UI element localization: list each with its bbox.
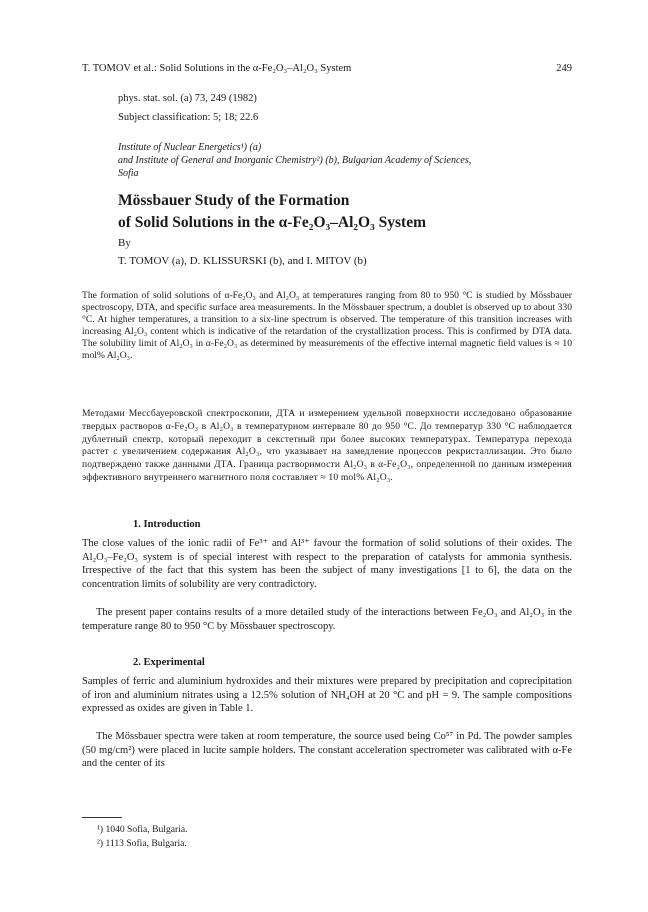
abstract-english: The formation of solid solutions of α-Fe₂O₃ and Al₂O₃ at temperatures ranging from 80 to 950 °C is studied by Mössbauer spectroscopy, DTA, and specific surface area measurements. In the Mössbauer spectrum, a doublet is observed up to about 330 °C. At higher temperatures, a transition to a six-line spectrum is observed. The temperature of this transition increases with increasing Al₂O₃ content which is indicative of the retardation of the crystallization process. This is confirmed by DTA data. The solubility limit of Al₂O₃ in α-Fe₂O₃ as determined by measurements of the effective internal magnetic field values is ≈ 10 mol% Al₂O₃. [82,290,572,362]
experimental-paragraph-1: Samples of ferric and aluminium hydroxides and their mixtures were prepared by precipitation and coprecipitation of iron and aluminium nitrates using a 12.5% solution of NH₄OH at 20 °C and pH = 9. The sample compositions expressed as oxides are given in Table 1. [82,676,572,715]
affiliation-line-1: Institute of Nuclear Energetics¹) (a) [118,142,262,153]
footnote-1: ¹) 1040 Sofia, Bulgaria. [97,824,188,835]
section-heading-experimental: 2. Experimental [133,657,205,668]
introduction-paragraph-1: The close values of the ionic radii of Fe³⁺ and Al³⁺ favour the formation of solid solutions of their oxides. The Al₂O₃–Fe₂O₃ system is of special interest with respect to the preparation of catalysts for ammonia synthesis. Irrespective of the fact that this system has been the subject of many investigations [1 to 6], the data on the concentration limits of solubility are very contradictory. [82,538,572,590]
footnote-rule [82,817,122,818]
paper-title [118,190,573,234]
running-head [82,63,572,74]
author-list: T. TOMOV (a), D. KLISSURSKI (b), and I. MITOV (b) [118,255,367,267]
subject-classification: Subject classification: 5; 18; 22.6 [118,112,259,123]
title-line-1: Mössbauer Study of the Formation [118,192,350,209]
footnote-2: ²) 1113 Sofia, Bulgaria. [97,838,187,849]
running-head-text: T. TOMOV et al.: Solid Solutions in the α-Fe₂O₃–Al₂O₃ System [82,63,352,74]
introduction-paragraph-2: The present paper contains results of a more detailed study of the interactions between Fe₂O₃ and Al₂O₃ in the temperature range 80 to 950 °C by Mössbauer spectroscopy. [82,607,572,632]
affiliation-line-2: and Institute of General and Inorganic Chemistry²) (b), Bulgarian Academy of Sciences, [118,155,472,166]
affiliation-line-3: Sofia [118,168,139,179]
experimental-paragraph-2: The Mössbauer spectra were taken at room temperature, the source used being Co⁵⁷ in Pd. The powder samples (50 mg/cm²) were placed in lucite sample holders. The constant acceleration spectrometer was calibrated with α-Fe and the center of its [82,731,572,770]
abstract-russian: Методами Мессбауеровской спектроскопии, ДТА и измерением удельной поверхности исследовано образование твердых растворов α-Fe₂O₃ в Al₂O₃ в температурном интервале 80 до 950 °C. До температур 330 °C наблюдается дублетный спектр, который переходит в секстетный при более высоких температурах. Температура перехода растет с увеличением содержания Al₂O₃, что указывает на замедление процессов рекристаллизации. Это было подтверждено также данными ДТА. Граница растворимости Al₂O₃ в α-Fe₂O₃, определенной по данным измерения эффективного внутреннего магнитного поля составляет ≈ 10 mol% Al₂O₃. [82,408,572,483]
section-heading-introduction: 1. Introduction [133,519,201,530]
title-line-2: of Solid Solutions in the α-Fe₂O₃–Al₂O₃ System [118,214,426,231]
by-label: By [118,237,131,249]
page-number: 249 [556,63,572,74]
journal-citation: phys. stat. sol. (a) 73, 249 (1982) [118,93,257,104]
affiliations [118,141,573,180]
